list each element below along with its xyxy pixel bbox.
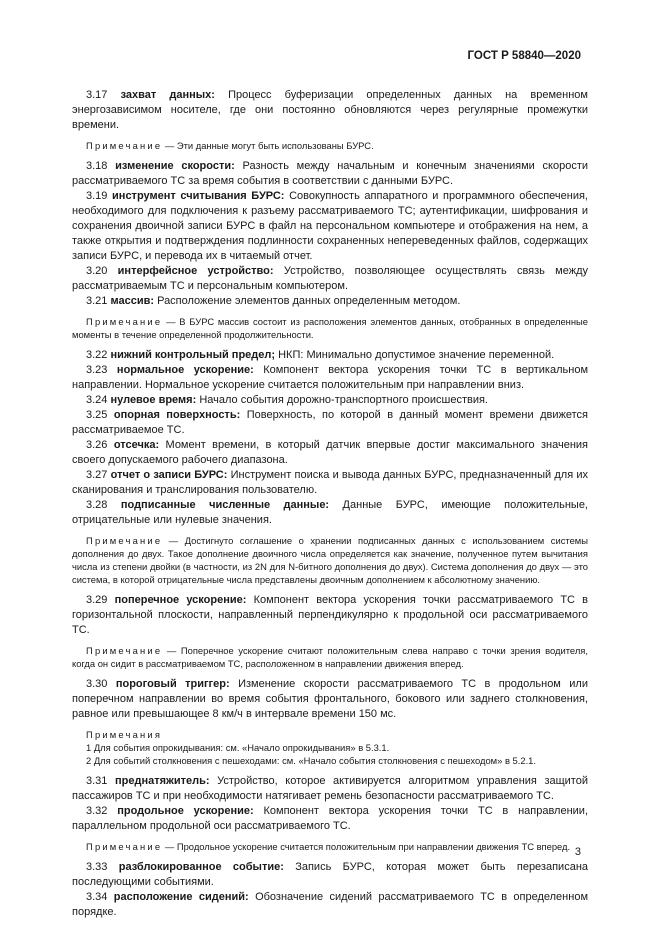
term-number: 3.22: [86, 349, 108, 361]
term-definition: Компонент вектора ускорения точки ТС в вертикальном направлении. Нормальное ускорение считается положительным при направлении вниз.: [72, 364, 589, 391]
note-item: 1 Для события опрокидывания: см. «Начало опрокидывания» в 5.3.1.: [86, 742, 390, 753]
note-text: Продольное ускорение считается положительным при направлении движения ТС вперед.: [176, 841, 571, 852]
term-definition: Устройство, позволяющее осуществлять связь между рассматриваемым ТС и персональным компьютером.: [72, 265, 588, 292]
term-number: 3.25: [86, 409, 108, 421]
terms-list: [72, 88, 588, 920]
term-name: поперечное ускорение:: [114, 594, 247, 606]
term-number: 3.28: [86, 499, 108, 511]
term-definition: Данные БУРС, имеющие положительные, отрицательные или нулевые значения.: [72, 499, 588, 526]
term-entry: [72, 438, 588, 468]
term-entry: [72, 408, 588, 438]
term-entry: [72, 804, 588, 834]
term-name: изменение скорости:: [115, 160, 235, 172]
term-name: разблокированное событие:: [118, 861, 284, 873]
term-number: 3.24: [86, 394, 108, 406]
term-entry: [72, 774, 588, 804]
term-name: опорная поверхность:: [113, 409, 241, 421]
term-notes: [72, 728, 588, 767]
term-definition: Начало события дорожно-транспортного происшествия.: [199, 394, 488, 406]
term-definition: НКП: Минимально допустимое значение переменной.: [278, 349, 555, 361]
term-entry: [72, 498, 588, 528]
term-name: нулевое время:: [110, 394, 197, 406]
term-number: 3.34: [86, 891, 108, 903]
term-number: 3.17: [86, 89, 108, 101]
term-number: 3.18: [86, 160, 108, 172]
term-name: расположение сидений:: [113, 891, 249, 903]
term-definition: Инструмент поиска и вывода данных БУРС, предназначенный для их сканирования и транслирования пользователю.: [72, 469, 588, 496]
term-definition: Поверхность, по которой в данный момент времени движется рассматриваемое ТС.: [72, 409, 588, 436]
term-definition: Момент времени, в который датчик впервые достиг максимального значения своего допускаемого рабочего диапазона.: [72, 439, 589, 466]
term-name: захват данных:: [120, 89, 215, 101]
term-number: 3.20: [86, 265, 108, 277]
note-label: Примечание: [86, 535, 163, 546]
term-name: подписанные численные данные:: [120, 499, 330, 511]
term-entry: [72, 159, 588, 189]
term-entry: [72, 363, 588, 393]
term-name: инструмент считывания БУРС:: [112, 190, 285, 202]
term-entry: [72, 468, 588, 498]
term-definition: Изменение скорости рассматриваемого ТС в продольном или поперечном направлении во время события фронтального, бокового или заднего столкновения, равное или превышающее 8 км/ч в интервале времени 150 мс.: [72, 678, 588, 720]
term-entry: [72, 294, 588, 309]
term-definition: Компонент вектора ускорения точки рассматриваемого ТС в горизонтальной плоскости, направленный перпендикулярно к продольной оси рассматриваемого ТС.: [72, 594, 589, 636]
term-number: 3.29: [86, 594, 108, 606]
term-entry: [72, 593, 588, 638]
term-name: нормальное ускорение:: [116, 364, 254, 376]
note-label: Примечание: [86, 645, 163, 656]
term-definition: Устройство, которое активируется алгоритмом управления защитой пассажиров ТС и при необходимости натягивает ремень безопасности рассматриваемого ТС.: [72, 775, 588, 802]
term-definition: Совокупность аппаратного и программного обеспечения, необходимого для подключения к разъему рассматриваемого ТС; аутентификации, шифрования и сохранения двоичной записи БУРС в файл на персональном компьютере и отображения на нем, а также открытия и подтверждения подлинности сохраненных непереведенных файлов, содержащих записи БУРС, и перевода их в читаемый отчет.: [72, 190, 588, 262]
term-number: 3.26: [86, 439, 108, 451]
term-entry: [72, 393, 588, 408]
term-name: интерфейсное устройство:: [117, 265, 274, 277]
term-number: 3.30: [86, 678, 108, 690]
term-note: Примечание — Продольное ускорение считается положительным при направлении движения ТС вперед.: [86, 841, 571, 852]
note-text: Эти данные могут быть использованы БУРС.: [176, 140, 374, 151]
term-definition: Запись БУРС, которая может быть перезаписана последующими событиями.: [72, 861, 589, 888]
note-label: Примечание: [86, 841, 163, 852]
term-definition: Процесс буферизации определенных данных на временном энергозависимом носителе, где они постоянно обновляются через регулярные промежутки времени.: [72, 89, 588, 131]
term-name: нижний контрольный предел;: [110, 349, 276, 361]
term-note: Примечание — Поперечное ускорение считают положительным слева направо с точки зрения водителя, когда он сидит в рассматриваемом ТС, расположенном в направлении движения вперед.: [72, 645, 588, 669]
term-entry: [72, 890, 588, 920]
term-entry: [72, 348, 588, 363]
term-name: массив:: [110, 295, 155, 307]
term-name: преднатяжитель:: [115, 775, 210, 787]
term-note: Примечание — В БУРС массив состоит из расположения элементов данных, отобранных в определенные моменты в течение определенной продолжительности.: [72, 316, 588, 340]
page-number: 3: [574, 846, 581, 858]
note-item: 2 Для событий столкновения с пешеходами: см. «Начало события столкновения с пешеходом» в 5.2.1.: [86, 755, 536, 766]
document-header: ГОСТ Р 58840—2020: [467, 50, 581, 62]
note-text: В БУРС массив состоит из расположения элементов данных, отобранных в определенные моменты в течение определенной продолжительности.: [72, 316, 588, 340]
term-name: отчет о записи БУРС:: [110, 469, 228, 481]
note-text: Достигнуто соглашение о хранении подписанных данных с использованием системы дополнения до двух. Такое дополнение двоичного числа определяется как значение, полученное путем вычитания числа из степени двойки (в частности, из 2N для N-битного дополнения до двух). Система дополнения до двух — это система, в которой отрицательные числа представлены двоичным дополнением к абсолютному значению.: [72, 535, 588, 585]
term-entry: [72, 88, 588, 133]
note-label: Примечание: [86, 316, 163, 327]
term-note: Примечание — Эти данные могут быть использованы БУРС.: [86, 140, 374, 151]
term-definition: Обозначение сидений рассматриваемого ТС в определенном порядке.: [72, 891, 589, 918]
term-number: 3.23: [86, 364, 108, 376]
term-number: 3.32: [86, 805, 108, 817]
term-entry: [72, 860, 588, 890]
term-entry: [72, 189, 588, 264]
term-number: 3.19: [86, 190, 108, 202]
note-label: Примечание: [86, 140, 163, 151]
term-definition: Расположение элементов данных определенным методом.: [157, 295, 461, 307]
term-definition: Разность между начальным и конечным значениями скорости рассматриваемого ТС за время события в соответствии с данными БУРС.: [72, 160, 589, 187]
term-number: 3.27: [86, 469, 108, 481]
term-number: 3.33: [86, 861, 108, 873]
term-definition: Компонент вектора ускорения точки ТС в направлении, параллельном продольной оси рассматриваемого ТС.: [72, 805, 589, 832]
term-name: отсечка:: [113, 439, 160, 451]
term-name: пороговый триггер:: [115, 678, 230, 690]
term-entry: [72, 677, 588, 722]
term-number: 3.21: [86, 295, 108, 307]
notes-label: Примечания: [86, 729, 163, 740]
term-entry: [72, 264, 588, 294]
term-note: Примечание — Достигнуто соглашение о хранении подписанных данных с использованием системы дополнения до двух. Такое дополнение двоичного числа определяется как значение, полученное путем вычитания числа из степени двойки (в частности, из 2N для N-битного дополнения до двух). Система дополнения до двух — это система, в которой отрицательные числа представлены двоичным дополнением к абсолютному значению.: [72, 535, 588, 585]
term-name: продольное ускорение:: [117, 805, 254, 817]
term-number: 3.31: [86, 775, 108, 787]
note-text: Поперечное ускорение считают положительным слева направо с точки зрения водителя, когда он сидит в рассматриваемом ТС, расположенном в направлении движения вперед.: [72, 645, 588, 669]
